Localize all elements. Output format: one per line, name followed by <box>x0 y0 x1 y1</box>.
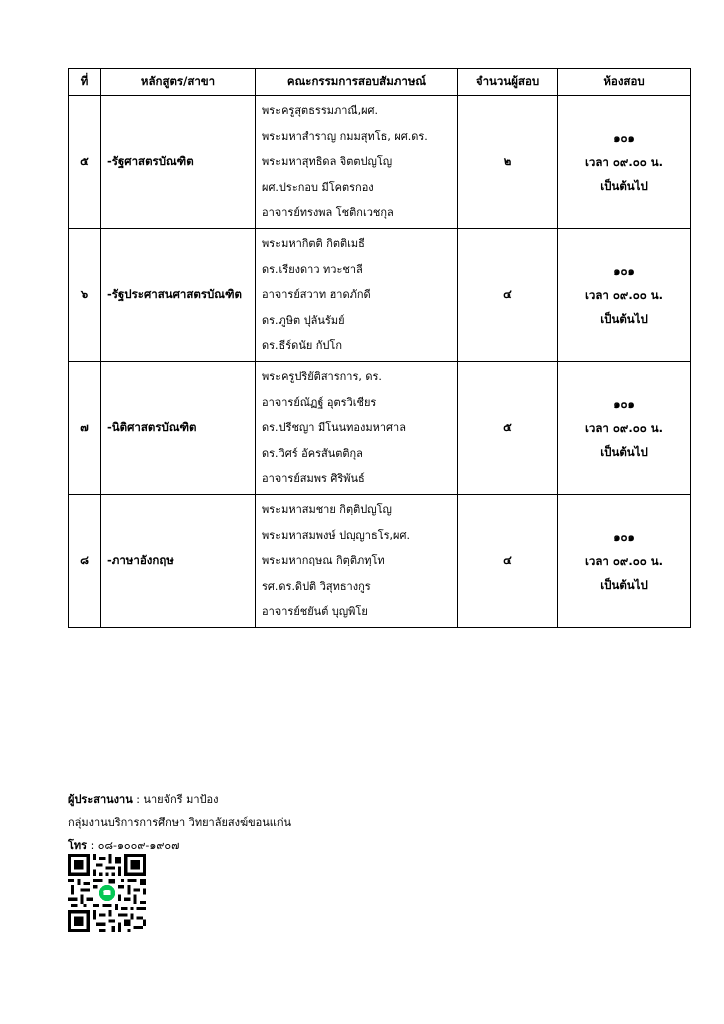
row-number: ๗ <box>69 361 101 494</box>
room-onward: เป็นต้นไป <box>600 178 648 193</box>
committee-member: อาจารย์สมพร ศิริพันธ์ <box>262 472 365 486</box>
program-name: -ภาษาอังกฤษ <box>101 494 256 627</box>
exam-room <box>558 494 691 627</box>
room-onward: เป็นต้นไป <box>600 444 648 459</box>
committee-list <box>256 96 458 229</box>
phone-label: โทร <box>68 839 88 852</box>
row-number: ๘ <box>69 494 101 627</box>
room-time: เวลา ๐๙.๐๐ น. <box>585 553 663 568</box>
exam-room <box>558 361 691 494</box>
committee-member: อาจารย์ชยันต์ บุญพิโย <box>262 605 368 619</box>
committee-member: ดร.ภูษิต ปุลันรัมย์ <box>262 313 345 327</box>
committee-member: ดร.ธีร์ดนัย กัปโก <box>262 339 342 353</box>
committee-member: พระครูสุตธรรมภาณี,ผศ. <box>262 104 379 117</box>
examinee-count: ๕ <box>458 361 558 494</box>
room-onward: เป็นต้นไป <box>600 577 648 592</box>
program-name: -รัฐศาสตรบัณฑิต <box>101 96 256 229</box>
room-time: เวลา ๐๙.๐๐ น. <box>585 154 663 169</box>
header-program: หลักสูตร/สาขา <box>101 69 256 96</box>
phone-line <box>68 836 179 854</box>
exam-room <box>558 96 691 229</box>
table-row <box>69 494 691 627</box>
row-number: ๕ <box>69 96 101 229</box>
room-number: ๑๐๑ <box>613 396 635 411</box>
room-number: ๑๐๑ <box>613 130 635 145</box>
examinee-count: ๔ <box>458 228 558 361</box>
committee-member: พระมหากฤษณ กิตฺติภทฺโท <box>262 554 385 568</box>
department-name: กลุ่มงานบริการการศึกษา วิทยาลัยสงฆ์ขอนแก่น <box>68 816 292 829</box>
committee-member: รศ.ดร.ดิปติ วิสุทธางกูร <box>262 579 371 593</box>
committee-member: พระครูปริยัติสารการ, ดร. <box>262 369 382 383</box>
room-number: ๑๐๑ <box>613 529 635 544</box>
header-committee: คณะกรรมการสอบสัมภาษณ์ <box>256 69 458 96</box>
room-onward: เป็นต้นไป <box>600 311 648 326</box>
header-room: ห้องสอบ <box>558 69 691 96</box>
committee-member: ดร.วิศร์ อัครสันตติกุล <box>262 446 363 460</box>
committee-member: อาจารย์ทรงพล โชติกเวชกุล <box>262 206 394 220</box>
committee-member: ดร.เรียงดาว ทวะชาลี <box>262 262 363 276</box>
program-name: -รัฐประศาสนศาสตรบัณฑิต <box>101 228 256 361</box>
room-time: เวลา ๐๙.๐๐ น. <box>585 287 663 302</box>
committee-member: พระมหากิตติ กิตติเมธี <box>262 236 365 250</box>
table-row <box>69 361 691 494</box>
examinee-count: ๒ <box>458 96 558 229</box>
coordinator-name: : นายจักรี มาป้อง <box>132 793 219 806</box>
exam-schedule-table <box>68 68 691 628</box>
committee-list <box>256 361 458 494</box>
committee-member: ผศ.ประกอบ มีโคตรกอง <box>262 180 374 194</box>
committee-member: ดร.ปรีชญา มีโนนทองมหาศาล <box>262 421 406 435</box>
exam-room <box>558 228 691 361</box>
committee-member: พระมหาสำราญ กมมสุทโธ, ผศ.ดร. <box>262 129 428 143</box>
committee-list <box>256 494 458 627</box>
room-number: ๑๐๑ <box>613 263 635 278</box>
committee-list <box>256 228 458 361</box>
coordinator-label: ผู้ประสานงาน <box>68 793 133 806</box>
header-no: ที่ <box>69 69 101 96</box>
row-number: ๖ <box>69 228 101 361</box>
phone-number: : ๐๘-๑๐๐๙-๑๙๐๗ <box>87 839 180 852</box>
committee-member: อาจารย์สวาท ฮาดภักดี <box>262 288 371 302</box>
program-name: -นิติศาสตรบัณฑิต <box>101 361 256 494</box>
table-row <box>69 228 691 361</box>
coordinator-line <box>68 790 218 808</box>
committee-member: พระมหาสมพงษ์ ปญฺญาธโร,ผศ. <box>262 528 410 542</box>
committee-member: พระมหาสมชาย กิตฺติปญโญ <box>262 502 392 516</box>
header-count: จำนวนผู้สอบ <box>458 69 558 96</box>
line-qr-code-icon <box>68 854 146 932</box>
table-header-row <box>69 69 691 96</box>
committee-member: อาจารย์ณัฏฐ์ อุตรวิเชียร <box>262 395 377 409</box>
table-row <box>69 96 691 229</box>
examinee-count: ๔ <box>458 494 558 627</box>
room-time: เวลา ๐๙.๐๐ น. <box>585 420 663 435</box>
committee-member: พระมหาสุทธิดล จิตตปญโญ <box>262 155 393 169</box>
